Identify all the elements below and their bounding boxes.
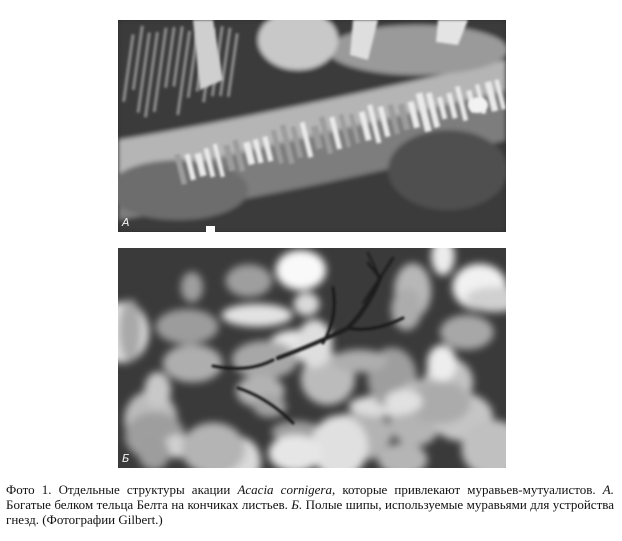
blur-blob: [144, 372, 170, 408]
photo-b-image: [118, 248, 506, 468]
photo-a-image: [118, 20, 506, 232]
caption-middle: , которые привлекают муравьев-мутуалистов.: [331, 482, 603, 497]
blur-blob: [222, 304, 293, 327]
blur-blob: [332, 350, 388, 373]
blur-blob: [440, 315, 494, 350]
blur-blob: [163, 344, 223, 382]
caption-species: Acacia cornigera: [237, 482, 332, 497]
blur-blob: [181, 272, 203, 303]
blur-blob: [156, 309, 219, 344]
photo-a-letter: А: [122, 216, 130, 229]
caption-label-a: А.: [602, 482, 614, 497]
blur-blob: [385, 390, 423, 414]
blur-blob: [226, 264, 273, 297]
blur-blob: [427, 345, 456, 382]
blur-blob: [391, 288, 422, 330]
figure-caption: [6, 482, 614, 527]
caption-lead: Фото 1. Отдельные структуры акации: [6, 482, 238, 497]
blur-blob: [119, 300, 142, 362]
photo-a: [118, 20, 506, 232]
photo-b-letter: Б: [122, 452, 130, 465]
blur-blob: [294, 292, 320, 315]
scale-marker: [206, 226, 215, 232]
blur-blob: [232, 341, 298, 379]
caption-label-b: Б.: [291, 497, 303, 512]
caption-text-a: Богатые белком тельца Белта на кончиках листьев.: [6, 497, 292, 512]
caption-text-b: Полые шипы, используемые муравьями для устройства гнезд. (Фотографии Gilbert.): [6, 497, 614, 527]
photo-b: [118, 248, 506, 468]
blur-blob: [276, 250, 326, 290]
